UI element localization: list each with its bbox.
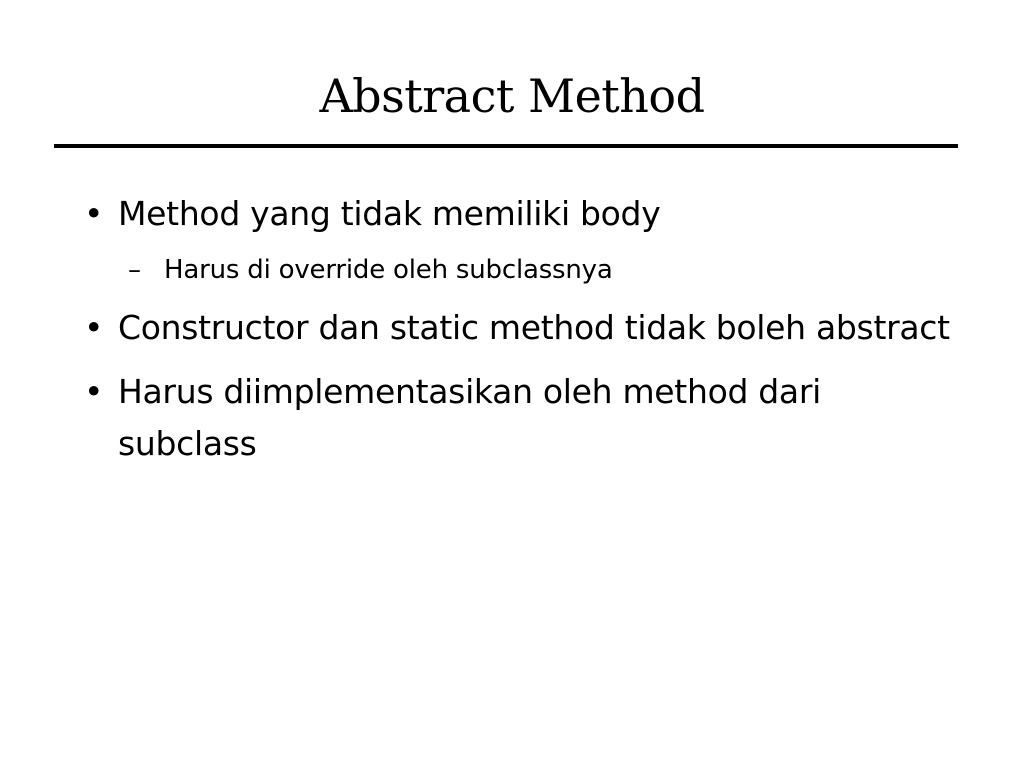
bullet-text: Method yang tidak memiliki body (118, 194, 661, 233)
bullet-marker: • (84, 194, 104, 233)
bullet-marker: • (84, 308, 104, 347)
bullet-item-3 (80, 366, 960, 470)
bullet-item-2 (80, 302, 960, 354)
title-underline (54, 144, 958, 148)
sub-bullet-text: Harus di override oleh subclassnya (164, 255, 613, 285)
bullet-marker: • (84, 372, 104, 411)
slide-title: Abstract Method (319, 69, 705, 123)
bullet-item-1 (80, 188, 960, 240)
sub-bullet-item-1 (80, 248, 960, 292)
bullet-list (80, 188, 960, 482)
bullet-text: Harus diimplementasikan oleh method dari subclass (118, 372, 821, 463)
bullet-text: Constructor dan static method tidak boleh abstract (118, 308, 950, 347)
dash-marker: – (128, 255, 141, 285)
